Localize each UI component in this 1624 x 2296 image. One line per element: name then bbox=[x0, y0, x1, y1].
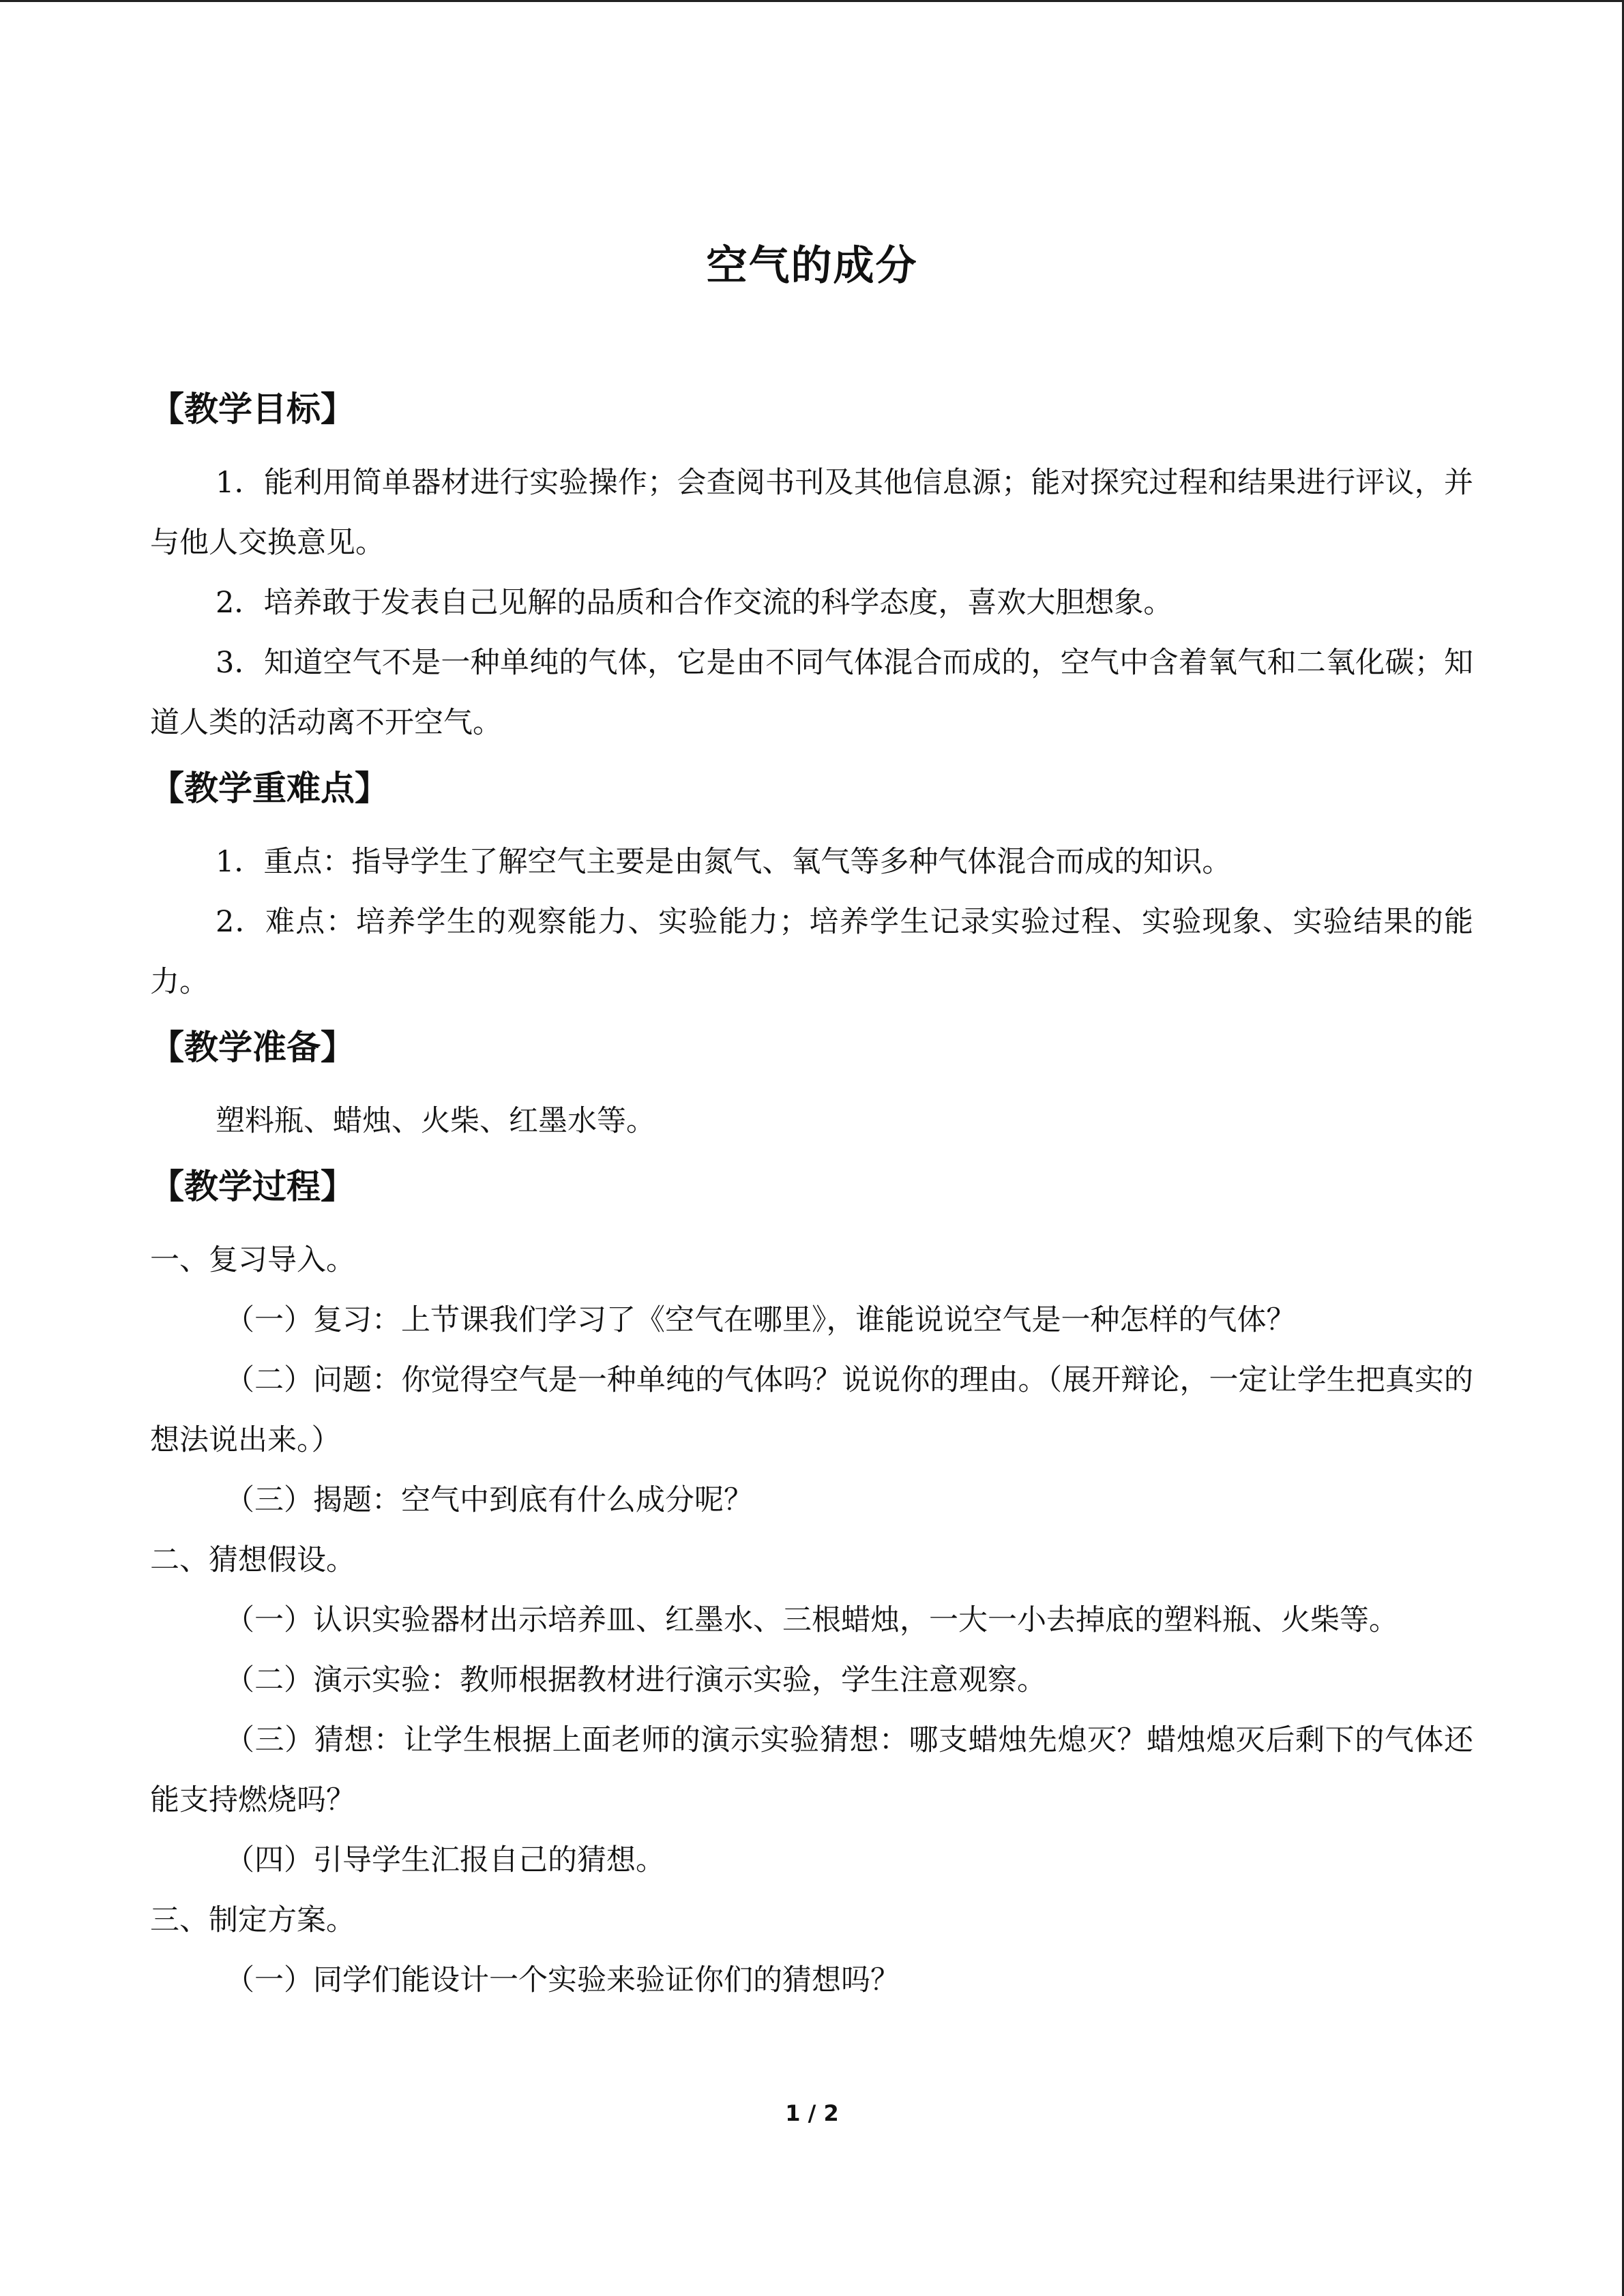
page-number: 1 / 2 bbox=[785, 2100, 839, 2126]
goal-item-1: 1．能利用简单器材进行实验操作；会查阅书刊及其他信息源；能对探究过程和结果进行评议，并与他人交换意见。 bbox=[150, 466, 1473, 560]
page-title: 空气的成分 bbox=[706, 242, 918, 290]
goal-item-2: 2．培养敢于发表自己见解的品质和合作交流的科学态度，喜欢大胆想象。 bbox=[216, 586, 1173, 620]
process-part-3-title: 三、制定方案。 bbox=[150, 1903, 355, 1937]
preparation-text: 塑料瓶、蜡烛、火柴、红墨水等。 bbox=[216, 1104, 655, 1138]
section-heading-key-points: 【教学重难点】 bbox=[150, 769, 389, 808]
process-part-2-item-3: （三）猜想：让学生根据上面老师的演示实验猜想：哪支蜡烛先熄灭？蜡烛熄灭后剩下的气体还能支持燃烧吗？ bbox=[150, 1723, 1473, 1817]
process-part-2-item-1: （一）认识实验器材出示培养皿、红墨水、三根蜡烛，一大一小去掉底的塑料瓶、火柴等。 bbox=[225, 1603, 1398, 1637]
process-part-2-item-4: （四）引导学生汇报自己的猜想。 bbox=[225, 1843, 665, 1877]
key-point-item-2: 2．难点：培养学生的观察能力、实验能力；培养学生记录实验过程、实验现象、实验结果的能力。 bbox=[150, 905, 1473, 999]
process-part-1-title: 一、复习导入。 bbox=[150, 1243, 355, 1277]
document-body bbox=[150, 382, 1473, 2010]
process-part-1-item-1: （一）复习：上节课我们学习了《空气在哪里》，谁能说说空气是一种怎样的气体？ bbox=[225, 1303, 1296, 1337]
goal-item-3: 3．知道空气不是一种单纯的气体，它是由不同气体混合而成的，空气中含着氧气和二氧化碳；知道人类的活动离不开空气。 bbox=[150, 646, 1473, 740]
process-part-3-item-1: （一）同学们能设计一个实验来验证你们的猜想吗？ bbox=[225, 1963, 900, 1997]
key-point-item-1: 1．重点：指导学生了解空气主要是由氮气、氧气等多种气体混合而成的知识。 bbox=[216, 845, 1232, 879]
section-heading-goals: 【教学目标】 bbox=[150, 389, 355, 429]
process-part-2-item-2: （二）演示实验：教师根据教材进行演示实验，学生注意观察。 bbox=[225, 1663, 1046, 1697]
process-part-2-title: 二、猜想假设。 bbox=[150, 1543, 355, 1577]
section-heading-preparation: 【教学准备】 bbox=[150, 1028, 355, 1067]
section-heading-process: 【教学过程】 bbox=[150, 1167, 355, 1206]
process-part-1-item-2: （二）问题：你觉得空气是一种单纯的气体吗？说说你的理由。（展开辩论，一定让学生把真实的想法说出来。） bbox=[150, 1363, 1473, 1457]
process-part-1-item-3: （三）揭题：空气中到底有什么成分呢？ bbox=[225, 1483, 753, 1517]
